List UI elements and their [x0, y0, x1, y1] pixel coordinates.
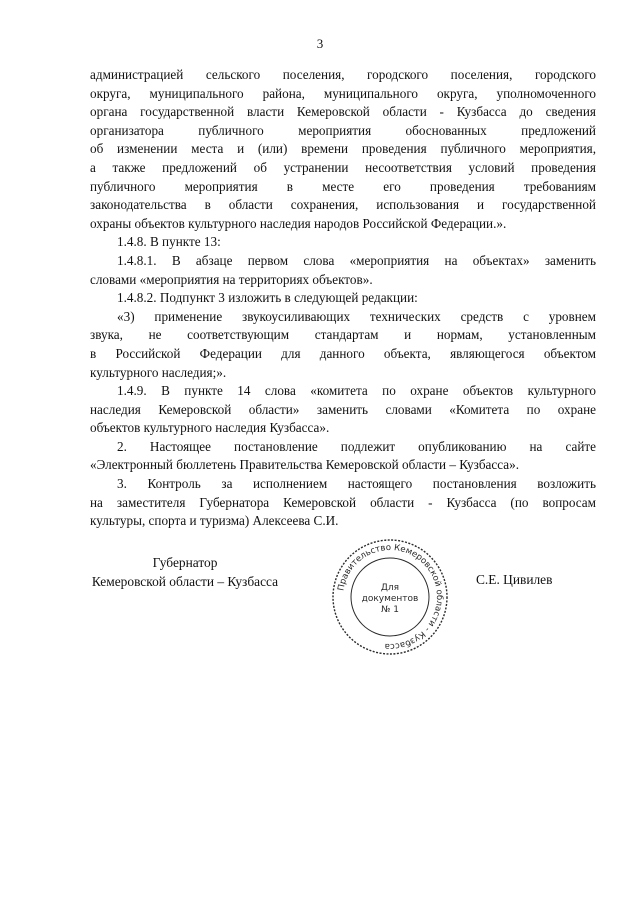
signature-title: [90, 553, 280, 591]
text-line: 3. Контроль за исполнением настоящего постановления возложить: [117, 476, 596, 492]
stamp-center-line3: № 1: [381, 605, 399, 615]
text-line: культурного наследия;».: [90, 364, 227, 380]
document-body: [90, 66, 596, 531]
text-line: органа государственной власти Кемеровской области - Кузбасса до сведения: [90, 104, 596, 120]
text-line: словами «мероприятия на территориях объектов».: [90, 271, 373, 287]
signature-position: Губернатор: [152, 555, 218, 570]
text-line: в Российской Федерации для данного объекта, являющегося объектом: [90, 345, 596, 361]
signature-region: Кемеровской области – Кузбасса: [91, 574, 279, 589]
text-line: законодательства в области сохранения, использования и государственной: [90, 197, 596, 213]
signature-name: С.Е. Цивилев: [476, 572, 553, 587]
text-line: организатора публичного мероприятия обоснованных предложений: [90, 122, 596, 138]
text-line: объектов культурного наследия Кузбасса».: [90, 420, 330, 436]
text-line: администрацией сельского поселения, городского поселения, городского: [90, 67, 596, 82]
text-line: 1.4.8.2. Подпункт 3 изложить в следующей редакции:: [117, 290, 418, 306]
text-line: округа, муниципального района, муниципального округа, уполномоченного: [90, 85, 596, 101]
text-line: «3) применение звукоусиливающих технических средств с уровнем: [117, 308, 596, 324]
text-line: культуры, спорта и туризма) Алексеева С.И.: [90, 513, 339, 529]
text-line: 2. Настоящее постановление подлежит опубликованию на сайте: [117, 438, 596, 454]
text-line: 1.4.8. В пункте 13:: [117, 234, 221, 250]
text-line: на заместителя Губернатора Кемеровской области - Кузбасса (по вопросам: [90, 494, 596, 510]
text-line: охраны объектов культурного наследия народов Российской Федерации.».: [90, 215, 507, 231]
official-stamp: [331, 538, 449, 656]
text-line: наследия Кемеровской области» заменить словами «Комитета по охране: [90, 401, 596, 417]
text-line: а также предложений об устранении несоответствия условий проведения: [90, 159, 596, 175]
text-line: звука, не соответствующим стандартам и нормам, установленным: [90, 327, 596, 343]
stamp-center-line1: Для: [380, 583, 400, 593]
page-number: 3: [316, 36, 324, 51]
stamp-center-line2: документов: [361, 594, 419, 604]
stamp-ring-text: Правительство Кемеровской области - Кузбасса: [336, 542, 445, 652]
text-line: 1.4.9. В пункте 14 слова «комитета по охране объектов культурного: [117, 383, 596, 399]
text-line: 1.4.8.1. В абзаце первом слова «мероприятия на объектах» заменить: [117, 252, 596, 268]
text-line: «Электронный бюллетень Правительства Кемеровской области – Кузбасса».: [90, 457, 520, 473]
text-line: об изменении места и (или) времени проведения публичного мероприятия,: [90, 141, 596, 157]
text-line: публичного мероприятия в месте его проведения требованиям: [90, 178, 596, 194]
